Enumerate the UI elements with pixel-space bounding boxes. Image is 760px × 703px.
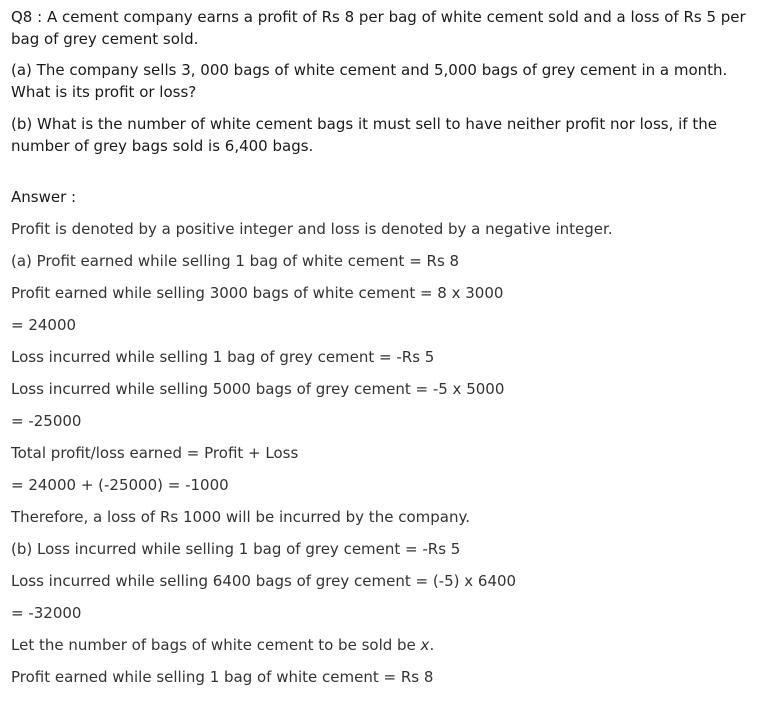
answer-line: = -25000 (11, 412, 82, 430)
answer-line: (b) Loss incurred while selling 1 bag of grey cement = -Rs 5 (11, 540, 461, 558)
answer-line: = -32000 (11, 604, 82, 622)
answer-line: Profit earned while selling 1 bag of white cement = Rs 8 (11, 668, 434, 686)
answer-line-variable (11, 634, 750, 656)
answer-line: Profit earned while selling 3000 bags of white cement = 8 x 3000 (11, 284, 504, 302)
variable-line-suffix: . (429, 636, 435, 654)
answer-line: (a) Profit earned while selling 1 bag of white cement = Rs 8 (11, 252, 460, 270)
answer-line: = 24000 (11, 316, 77, 334)
answer-line: Total profit/loss earned = Profit + Loss (11, 444, 299, 462)
answer-steps (11, 218, 750, 688)
answer-line: Profit is denoted by a positive integer and loss is denoted by a negative integer. (11, 220, 613, 238)
answer-label: Answer : (11, 188, 77, 206)
variable-line-prefix: Let the number of bags of white cement to be sold be (11, 636, 421, 654)
answer-line: Loss incurred while selling 6400 bags of grey cement = (-5) x 6400 (11, 572, 517, 590)
answer-line: Loss incurred while selling 5000 bags of grey cement = -5 x 5000 (11, 380, 505, 398)
answer-line: Loss incurred while selling 1 bag of grey cement = -Rs 5 (11, 348, 435, 366)
question-block (11, 6, 750, 157)
variable-x: x (420, 636, 430, 654)
question-part-a: (a) The company sells 3, 000 bags of white cement and 5,000 bags of grey cement in a month. What is its profit or loss? (11, 61, 728, 101)
question-title: Q8 : A cement company earns a profit of Rs 8 per bag of white cement sold and a loss of Rs 5 per bag of grey cement sold. (11, 8, 746, 48)
answer-line: = 24000 + (-25000) = -1000 (11, 476, 229, 494)
answer-line: Therefore, a loss of Rs 1000 will be incurred by the company. (11, 508, 470, 526)
question-part-b: (b) What is the number of white cement bags it must sell to have neither profit nor loss, if the number of grey bags sold is 6,400 bags. (11, 115, 717, 155)
